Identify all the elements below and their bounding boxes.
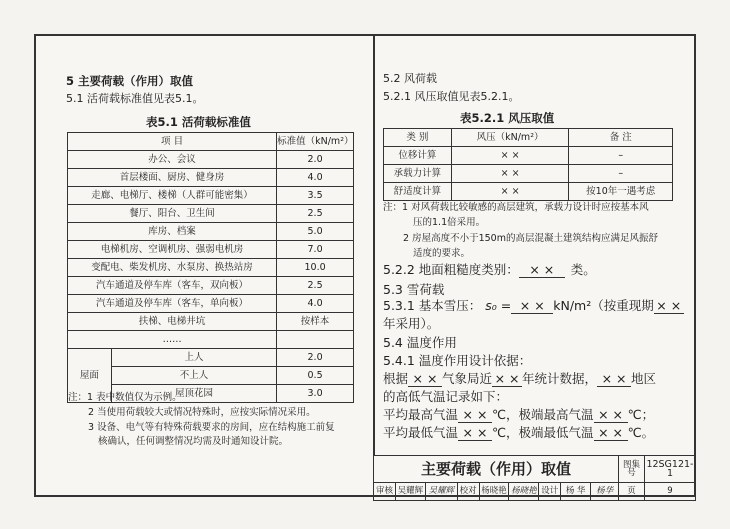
roof-value: 3.0: [277, 385, 354, 403]
designer-name: 杨 华: [561, 483, 591, 501]
row-value: 5.0: [277, 223, 354, 241]
row-remark: 按10年一遇考虑: [569, 183, 673, 201]
table-row: [384, 183, 673, 201]
snow-unit: kN/m²（按重现期: [553, 298, 654, 313]
row-value: 按样本: [277, 313, 354, 331]
temp-text: 地区: [631, 371, 657, 386]
title-block: [373, 455, 696, 497]
row-value: 4.0: [277, 295, 354, 313]
table-row: [68, 223, 354, 241]
table-row: [384, 147, 673, 165]
table-row: [68, 331, 354, 349]
table-5-2-1-caption: 表5.2.1 风压取值: [460, 111, 555, 125]
table-header-row: [68, 133, 354, 151]
temp-text: ℃，极端最低气温: [492, 425, 594, 440]
table-row: [68, 367, 354, 385]
checker-signature: 杨晓艳: [509, 483, 539, 501]
temp-value: × ×: [458, 427, 492, 441]
table-row: [68, 277, 354, 295]
atlas-number: 12SG121-1: [644, 456, 695, 483]
page-label: 页: [619, 483, 645, 501]
temp-text: 年统计数据，: [522, 371, 598, 386]
right-note-2b: 适度的要求。: [413, 248, 471, 259]
temp-text: 平均最高气温: [383, 407, 459, 422]
row-pressure: × ×: [451, 165, 569, 183]
row-item: 电梯机房、空调机房、强弱电机房: [68, 241, 277, 259]
design-label: 设计: [539, 483, 561, 501]
row-value: 10.0: [277, 259, 354, 277]
header-category: 类 别: [384, 129, 452, 147]
temp-text: ℃；: [627, 407, 655, 422]
row-pressure: × ×: [451, 183, 569, 201]
row-category: 舒适度计算: [384, 183, 452, 201]
roughness-label: 5.2.2 地面粗糙度类别：: [383, 262, 519, 277]
subsection-5-4: 5.4 温度作用: [383, 335, 457, 350]
page-number: 9: [644, 483, 695, 501]
table-row: [68, 169, 354, 187]
temp-line-3: [383, 409, 654, 423]
drawing-title: 主要荷载（作用）取值: [374, 456, 619, 483]
checker-name: 杨晓艳: [479, 483, 509, 501]
atlas-label: 图集号: [619, 456, 645, 483]
row-category: 位移计算: [384, 147, 452, 165]
row-value: 3.5: [277, 187, 354, 205]
subsection-5-3: 5.3 雪荷载: [383, 282, 445, 297]
header-pressure: 风压（kN/m²）: [451, 129, 569, 147]
snow-label: 5.3.1 基本雪压：: [383, 298, 482, 313]
snow-period-suffix: 年采用）。: [383, 316, 440, 331]
right-note-2: 2 房屋高度不小于150m的高层混凝土建筑结构应满足风振舒: [403, 233, 658, 244]
temp-line-2: 的高低气温记录如下：: [383, 389, 509, 404]
row-item: 变配电、柴发机房、水泵房、换热站房: [68, 259, 277, 277]
left-note-1: 注：1 表中数值仅为示例。: [68, 392, 182, 403]
row-value: 2.0: [277, 151, 354, 169]
left-note-2: 2 当使用荷载较大或情况特殊时，应按实际情况采用。: [88, 407, 316, 418]
table-row: [68, 349, 354, 367]
live-load-table: [67, 132, 354, 403]
roof-item: 不上人: [111, 367, 276, 385]
row-value: [277, 331, 354, 349]
column-divider: [373, 34, 375, 455]
temp-text: ℃。: [627, 425, 655, 440]
row-category: 承载力计算: [384, 165, 452, 183]
temp-value: × ×: [597, 373, 631, 387]
table-header-row: [384, 129, 673, 147]
row-item: 汽车通道及停车库（客车，双向板）: [68, 277, 277, 295]
temp-value: × ×: [492, 373, 522, 387]
row-value: 7.0: [277, 241, 354, 259]
subsection-5-2: 5.2 风荷载: [383, 72, 437, 85]
subsection-5-4-1: 5.4.1 温度作用设计依据：: [383, 353, 532, 368]
row-value: 2.5: [277, 277, 354, 295]
temp-text: 气象局近: [442, 371, 493, 386]
roof-value: 2.0: [277, 349, 354, 367]
header-item: 项 目: [68, 133, 277, 151]
row-item: 办公、会议: [68, 151, 277, 169]
section-title: 5 主要荷载（作用）取值: [66, 74, 194, 88]
subsection-5-1: 5.1 活荷载标准值见表5.1。: [66, 92, 204, 105]
table-row: [68, 259, 354, 277]
row-item: 库房、档案: [68, 223, 277, 241]
temp-value: × ×: [594, 409, 628, 423]
table-5-1-caption: 表5.1 活荷载标准值: [146, 115, 251, 129]
row-item: 汽车通道及停车库（客车，单向板）: [68, 295, 277, 313]
row-item: 餐厅、阳台、卫生间: [68, 205, 277, 223]
wind-pressure-table: [383, 128, 673, 201]
designer-signature: 杨华: [591, 483, 619, 501]
header-value: 标准值（kN/m²）: [277, 133, 354, 151]
right-note-1: 注：1 对风荷载比较敏感的高层建筑，承载力设计时应按基本风: [383, 202, 649, 213]
temp-line-4: [383, 427, 654, 441]
temp-value: × ×: [594, 427, 628, 441]
review-label: 审核: [374, 483, 396, 501]
reviewer-signature: 吴耀辉: [425, 483, 457, 501]
roof-item: 屋顶花园: [111, 385, 276, 403]
row-item: 首层楼面、厨房、健身房: [68, 169, 277, 187]
roughness-value: × ×: [519, 264, 565, 278]
header-remark: 备 注: [569, 129, 673, 147]
snow-symbol: s₀ =: [485, 298, 512, 313]
row-item: ……: [68, 331, 277, 349]
temp-value: × ×: [458, 409, 492, 423]
row-pressure: × ×: [451, 147, 569, 165]
subsection-5-2-2: [383, 264, 596, 278]
check-label: 校对: [457, 483, 479, 501]
title-block-table: [373, 455, 696, 501]
table-row: [68, 313, 354, 331]
row-item: 扶梯、电梯井坑: [68, 313, 277, 331]
right-note-1b: 压的1.1倍采用。: [413, 217, 486, 228]
temp-line-1: [383, 373, 656, 387]
temp-text: 平均最低气温: [383, 425, 459, 440]
snow-value: × ×: [511, 300, 553, 314]
table-row: [68, 205, 354, 223]
subsection-5-2-1: 5.2.1 风压取值见表5.2.1。: [383, 90, 520, 103]
table-row: [68, 295, 354, 313]
table-row: [68, 241, 354, 259]
roof-value: 0.5: [277, 367, 354, 385]
table-row: [68, 187, 354, 205]
temp-text: ℃，极端最高气温: [492, 407, 594, 422]
temp-value: × ×: [408, 373, 442, 387]
table-row: [68, 151, 354, 169]
roughness-suffix: 类。: [570, 262, 596, 277]
left-note-3: 3 设备、电气等有特殊荷载要求的房间，应在结构施工前复: [88, 422, 335, 433]
temp-text: 根据: [383, 371, 409, 386]
reviewer-name: 吴耀辉: [395, 483, 425, 501]
roof-label: 屋面: [68, 349, 112, 403]
row-item: 走廊、电梯厅、楼梯（人群可能密集）: [68, 187, 277, 205]
row-value: 4.0: [277, 169, 354, 187]
row-remark: –: [569, 165, 673, 183]
row-value: 2.5: [277, 205, 354, 223]
subsection-5-3-1: [383, 300, 684, 314]
table-row: [384, 165, 673, 183]
left-note-4: 核确认，任何调整情况均需及时通知设计院。: [98, 436, 289, 447]
snow-period: × ×: [654, 300, 684, 314]
row-remark: –: [569, 147, 673, 165]
roof-item: 上人: [111, 349, 276, 367]
